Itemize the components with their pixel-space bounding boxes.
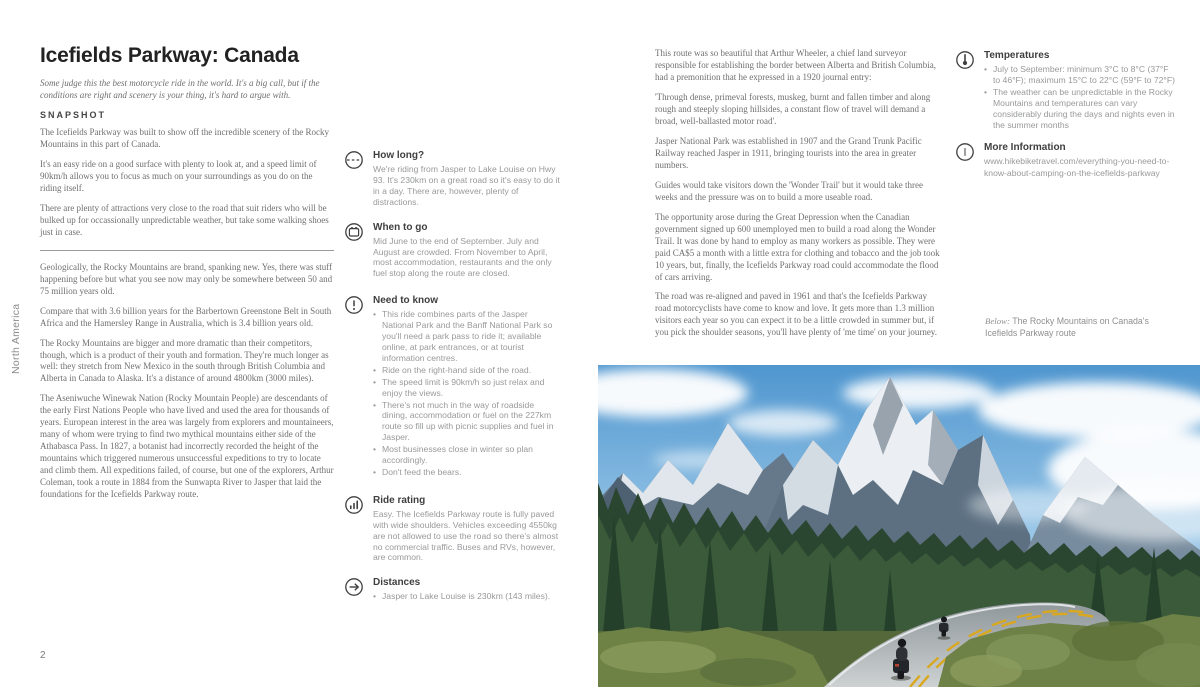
infobox-heading: Distances <box>373 577 421 589</box>
lede-paragraph: Some judge this the best motorcycle ride in the world. It's a big call, but if the conditions are right and scenery is your thing, it's hard to argue with. <box>40 78 320 100</box>
list-item: • Don't feed the bears. <box>373 467 560 478</box>
infobox-heading: How long? <box>373 150 425 161</box>
sidebar-heading: More Information <box>984 142 1066 154</box>
section-edge-label: North America <box>10 303 22 374</box>
infobox-how-long <box>344 150 560 208</box>
story-paragraph: The road was re-aligned and paved in 1961 and that's the Icefields Parkway road motorcyclists have come to know and love. It gets more than 1.3 million visitors each year so you can expect it to be a little crowded in summer but, if you pick the shoulder seasons, you'll have plenty of 'me time' on your journey. <box>655 291 937 338</box>
mountain-road-illustration <box>598 365 1200 687</box>
need-to-know-list <box>373 309 560 478</box>
history-paragraph: The Rocky Mountains are bigger and more dramatic than their competitors, though, which is a product of their youth and formation. They're much longer as well: they stretch from New Mexico in the south through British Columbia and Alberta in Canada to Alaska. It's a distance of around 4800km (3000 miles). <box>40 337 329 384</box>
history-paragraph: Compare that with 3.6 billion years for the Barbertown Greenstone Belt in South Africa and the Hamersley Range in Australia, which is 3.4 billion years old. <box>40 305 332 328</box>
list-item: • This ride combines parts of the Jasper National Park and the Banff National Park so you'll need a park pass to ride it; available online, at park entrances, or at tourist information centres. <box>373 309 560 364</box>
list-item: • The weather can be unpredictable in the Rocky Mountains and temperatures can vary considerably during the days and nights even in the summer months <box>984 87 1177 131</box>
list-item: • Most businesses close in winter so plan accordingly. <box>373 444 560 466</box>
photo-caption <box>985 316 1173 340</box>
calendar-icon <box>344 222 364 242</box>
story-paragraph: Guides would take visitors down the 'Wonder Trail' but it would take three weeks and the pressure was on to build a more useable road. <box>655 179 923 202</box>
snapshot-paragraph: The Icefields Parkway was built to show off the incredible scenery of the Rocky Mountains in this part of Canada. <box>40 126 329 149</box>
arrow-right-icon <box>344 577 364 597</box>
infobox-body: We're riding from Jasper to Lake Louise on Hwy 93. It's 230km on a great road so it's easy to do it in a day. There are, however, plenty of distractions. <box>373 164 560 207</box>
route-dash-icon <box>344 150 364 170</box>
facts-sidebar <box>955 50 1177 193</box>
story-paragraph: This route was so beautiful that Arthur Wheeler, a chief land surveyor responsible for establishing the border between Alberta and British Columbia, had a premonition that he expressed in a 1920 journal entry: <box>655 48 936 82</box>
svg-text:I: I <box>963 148 967 160</box>
infobox-heading: Ride rating <box>373 494 426 506</box>
section-divider <box>40 250 334 251</box>
intro-column <box>40 44 334 509</box>
page-title: Icefields Parkway: Canada <box>40 44 299 67</box>
story-paragraph: 'Through dense, primeval forests, muskeg, burnt and fallen timber and along rough and steeply sloping hillsides, a constant flow of travel will demand a broad, well-ballasted motor road'. <box>655 91 931 126</box>
snapshot-heading: SNAPSHOT <box>40 109 107 120</box>
distances-list <box>373 591 560 602</box>
infobox-heading: When to go <box>373 221 428 233</box>
snapshot-paragraph: It's an easy ride on a good surface with plenty to look at, and a speed limit of 90km/h allows you to focus as much on your surroundings as you do on the riding itself. <box>40 158 317 193</box>
alert-icon <box>344 295 364 315</box>
info-icon <box>955 142 975 162</box>
story-paragraph: The opportunity arose during the Great Depression when the Canadian government signed up 600 unemployed men to build a road along the Wonder Trail. It was done by hand to employ as many workers as possible. They were paid CA$5 a month with a little extra for clothing and tobacco and the job took 10 years, but, finally, the Icefields Parkway road could accommodate the flood of cars arriving. <box>655 211 940 282</box>
list-item: • July to September: minimum 3°C to 8°C (37°F to 46°F); maximum 15°C to 22°C (59°F to 72°F) <box>984 64 1177 86</box>
more-information-link[interactable]: www.hikebiketravel.com/everything-you-need-to-know-about-camping-on-the-icefields-parkway <box>984 156 1170 178</box>
list-item: • Ride on the right-hand side of the road. <box>373 365 560 376</box>
rating-bars-icon <box>344 495 364 515</box>
story-paragraph: Jasper National Park was established in 1907 and the Grand Trunk Pacific Railway reached Jasper in 1911, bringing tourists into the area in greater numbers. <box>655 135 922 170</box>
list-item: • There's not much in the way of roadside dining, accommodation or fuel on the 227km route so fill up with picnic supplies and fuel in Jasper. <box>373 400 560 444</box>
landscape-photo <box>598 365 1200 687</box>
infobox-ride-rating <box>344 495 560 564</box>
infobox-heading: Need to know <box>373 295 439 307</box>
sidebar-temperatures <box>955 50 1177 130</box>
list-item: • Jasper to Lake Louise is 230km (143 miles). <box>373 591 560 602</box>
sidebar-heading: Temperatures <box>984 50 1050 61</box>
infobox-body: Easy. The Icefields Parkway route is fully paved with wide shoulders. Vehicles exceeding 4550kg are not allowed to use the road so there's almost no commercial traffic. Buses and RVs, however, are common. <box>373 508 559 563</box>
infobox-when-to-go <box>344 222 560 280</box>
caption-label: Below: <box>985 316 1010 326</box>
infobox-distances <box>344 577 560 602</box>
temperatures-list <box>984 64 1177 130</box>
history-paragraph: The Aseniwuche Winewak Nation (Rocky Mountain People) are descendants of the early First Nations People who have lived and used the area for thousands of years. European interest in the area was largely from explorers and mountaineers, many of whom were trying to find two mythical mountains either side of the Athabasca Pass. In 1827, a botanist had incorrectly recorded the height of the mountains which triggered numerous unsuccessful expeditions to try to locate and climb them. All expeditions failed, of course, but one of the explorers, Arthur Coleman, took a route in 1884 from the Sunwapta River to Jasper that laid the foundations for the Icefields Parkway route. <box>40 393 334 500</box>
infobox-need-to-know <box>344 295 560 478</box>
infobox-body: Mid June to the end of September. July and August are crowded. From November to April, most accommodation, restaurants and the only fuel stop along the route are closed. <box>373 235 552 279</box>
history-paragraph: Geologically, the Rocky Mountains are brand, spanking new. Yes, there was stuff happening before but what you see now may only be somewhere between 50 and 75 million years old. <box>40 261 333 296</box>
ride-infobox <box>344 150 560 616</box>
sidebar-more-information <box>955 142 1177 178</box>
snapshot-paragraph: There are plenty of attractions very close to the road that suit riders who will be bulked up for occassionally unpredictable weather, but take some walking shoes just in case. <box>40 202 329 237</box>
story-column <box>655 48 945 347</box>
caption-text: The Rocky Mountains on Canada's Icefields Parkway route <box>985 316 1149 338</box>
thermometer-icon <box>955 50 975 70</box>
page-number: 2 <box>40 650 46 661</box>
list-item: • The speed limit is 90km/h so just relax and enjoy the views. <box>373 377 560 399</box>
